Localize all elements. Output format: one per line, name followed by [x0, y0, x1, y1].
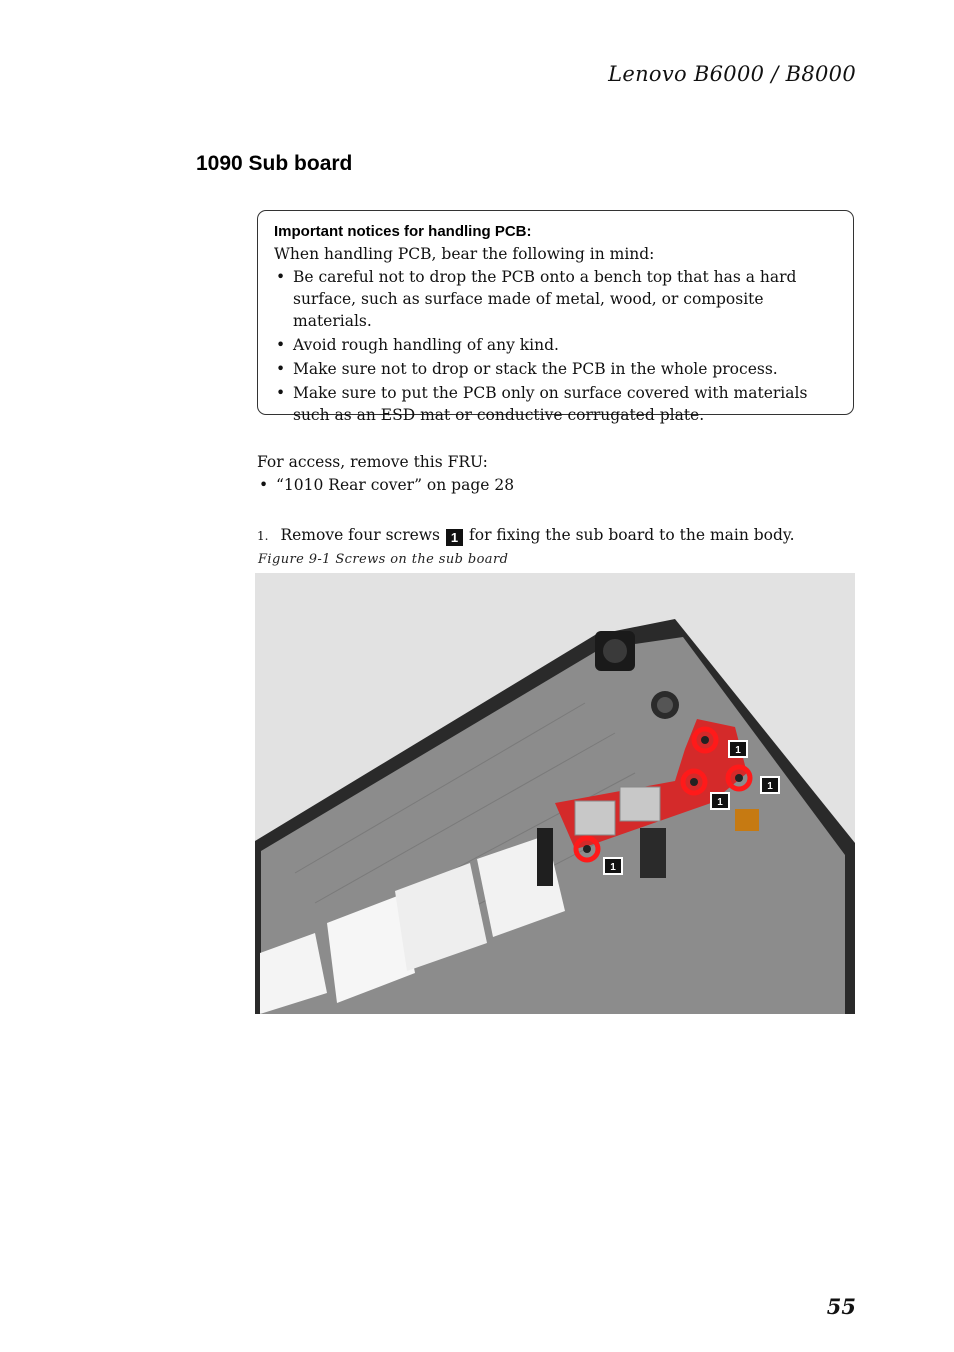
- page-number: 55: [826, 1294, 856, 1319]
- step-text-before: Remove four screws: [280, 526, 441, 544]
- bullet-dot-icon: •: [276, 384, 286, 402]
- notice-intro: When handling PCB, bear the following in mind:: [274, 245, 655, 263]
- notice-bullet-list: [274, 266, 839, 426]
- bullet-dot-icon: •: [276, 268, 286, 286]
- bullet-dot-icon: •: [276, 360, 286, 378]
- step-1: [257, 523, 795, 548]
- svg-text:1: 1: [610, 862, 616, 873]
- sub-board-photo: [255, 573, 855, 1014]
- callout-1-icon: 1: [446, 529, 463, 546]
- access-requirements: [257, 450, 817, 498]
- access-item-rear-cover[interactable]: • “1010 Rear cover” on page 28: [259, 476, 515, 494]
- running-header: Lenovo B6000 / B8000: [608, 62, 856, 86]
- notice-bullet: • Be careful not to drop the PCB onto a bench top that has a hard surface, such as surface made of metal, wood, or composite materials.: [276, 268, 797, 330]
- notice-bullet: • Avoid rough handling of any kind.: [276, 336, 559, 354]
- svg-text:1: 1: [735, 745, 741, 756]
- bullet-dot-icon: •: [276, 336, 286, 354]
- pcb-notice-box: [257, 210, 854, 424]
- svg-text:1: 1: [767, 781, 773, 792]
- figure-caption: Figure 9-1 Screws on the sub board: [258, 552, 509, 567]
- callout-1-icon: [710, 792, 730, 810]
- step-text-after: for fixing the sub board to the main body.: [469, 526, 795, 544]
- svg-text:1: 1: [717, 797, 723, 808]
- section-title: 1090 Sub board: [196, 152, 353, 175]
- access-list: [257, 474, 817, 496]
- sub-board-illustration: [255, 573, 855, 1014]
- callout-1-icon: [728, 740, 748, 758]
- notice-bullet: • Make sure to put the PCB only on surface covered with materials such as an ESD mat or conductive corrugated plate.: [276, 384, 808, 424]
- notice-title: Important notices for handling PCB:: [274, 223, 532, 240]
- callout-1-icon: [603, 857, 623, 875]
- callout-1-icon: [760, 776, 780, 794]
- notice-bullet: • Make sure not to drop or stack the PCB in the whole process.: [276, 360, 778, 378]
- bullet-dot-icon: •: [259, 476, 269, 494]
- step-number: 1.: [257, 529, 269, 543]
- access-intro: For access, remove this FRU:: [257, 453, 488, 471]
